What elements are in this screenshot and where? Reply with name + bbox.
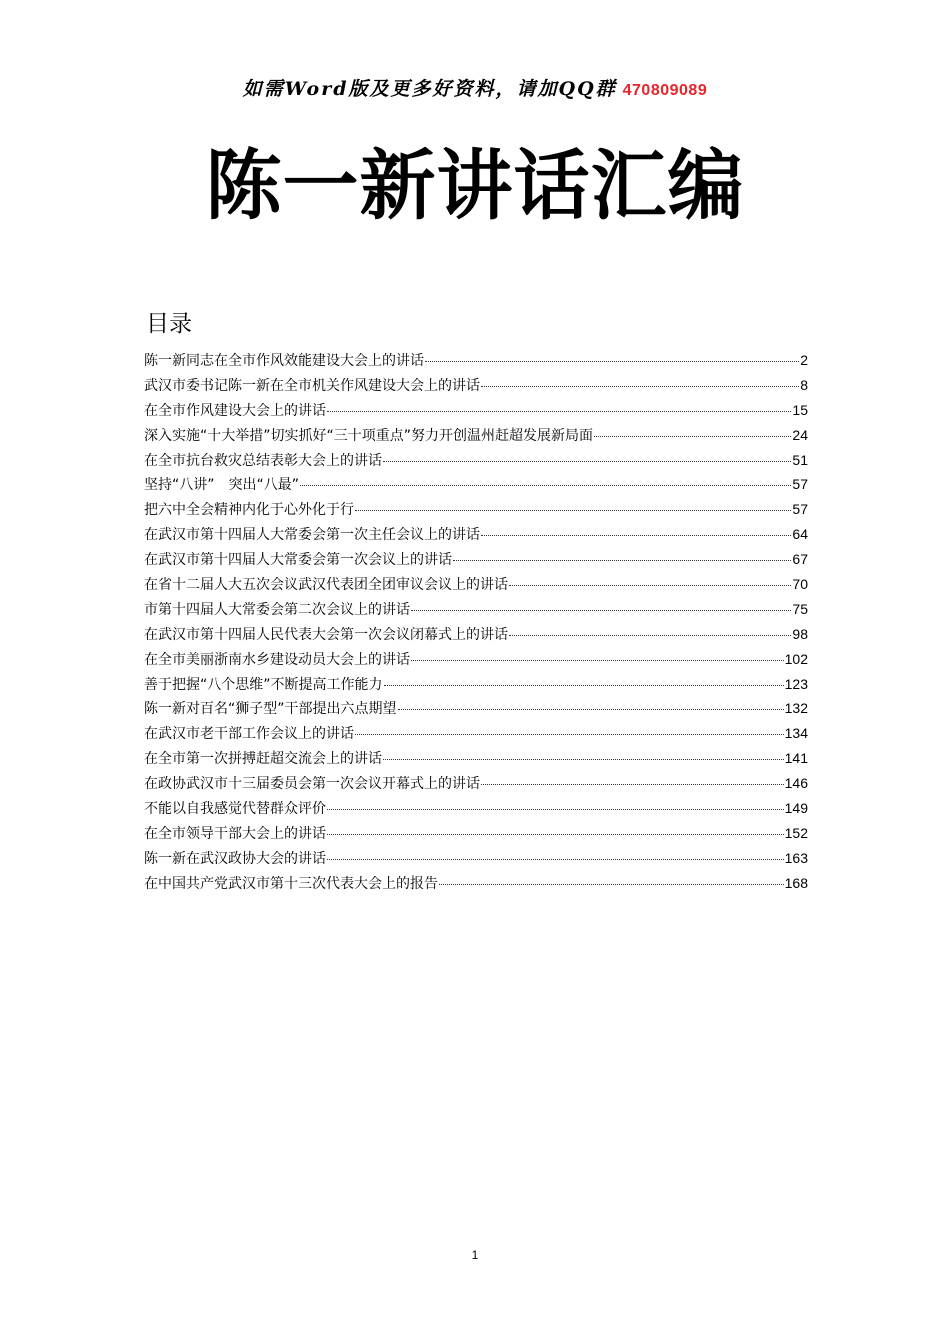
toc-dot-leader [439,882,784,885]
toc-entry-page[interactable]: 123 [784,675,808,692]
toc-entry[interactable] [144,721,808,746]
toc-dot-leader [425,359,799,362]
page-number: 1 [471,1248,479,1262]
toc-entry[interactable] [144,348,808,373]
toc-entry-title[interactable]: 市第十四届人大常委会第二次会议上的讲话 [144,601,410,618]
toc-dot-leader [327,807,784,810]
toc-dot-leader [355,732,784,735]
toc-entry[interactable] [144,771,808,796]
toc-entry-page[interactable]: 98 [792,625,808,642]
toc-entry-title[interactable]: 在中国共产党武汉市第十三次代表大会上的报告 [144,875,438,892]
toc-dot-leader [384,683,784,686]
toc-entry-title[interactable]: 在武汉市第十四届人大常委会第一次主任会议上的讲话 [144,527,480,544]
promo-text: 如需Word版及更多好资料，请加QQ群 [242,78,617,100]
toc-entry-page[interactable]: 57 [792,476,808,493]
toc-dot-leader [327,857,784,860]
toc-dot-leader [411,608,791,611]
toc-dot-leader [327,409,791,412]
toc-entry-title[interactable]: 武汉市委书记陈一新在全市机关作风建设大会上的讲话 [144,377,480,394]
toc-dot-leader [509,583,791,586]
document-title: 陈一新讲话汇编 [205,141,745,230]
toc-entry[interactable] [144,448,808,473]
toc-entry-page[interactable]: 8 [800,376,808,393]
toc-entry[interactable] [144,522,808,547]
toc-entry-title[interactable]: 陈一新在武汉政协大会的讲话 [144,850,326,867]
toc-heading: 目录 [146,311,192,337]
toc-entry-page[interactable]: 141 [784,750,808,767]
toc-entry-title[interactable]: 在武汉市老干部工作会议上的讲话 [144,726,354,743]
toc-dot-leader [481,533,791,536]
toc-entry-title[interactable]: 在全市第一次拼搏赶超交流会上的讲话 [144,751,382,768]
toc-entry-title[interactable]: 在武汉市第十四届人大常委会第一次会议上的讲话 [144,552,452,569]
toc-entry[interactable] [144,696,808,721]
toc-dot-leader [509,633,791,636]
toc-dot-leader [398,707,784,710]
toc-entry-title[interactable]: 善于把握“八个思维”不断提高工作能力 [144,676,383,693]
toc-entry[interactable] [144,497,808,522]
toc-entry-page[interactable]: 64 [792,526,808,543]
toc-entry-title[interactable]: 在全市作风建设大会上的讲话 [144,402,326,419]
toc-entry-page[interactable]: 134 [784,725,808,742]
toc-entry-title[interactable]: 在政协武汉市十三届委员会第一次会议开幕式上的讲话 [144,776,480,793]
toc-entry-title[interactable]: 把六中全会精神内化于心外化于行 [144,502,354,519]
toc-dot-leader [594,434,791,437]
toc-entry[interactable] [144,821,808,846]
toc-entry-title[interactable]: 不能以自我感觉代替群众评价 [144,801,326,818]
toc-entry-page[interactable]: 132 [784,700,808,717]
toc-entry-title[interactable]: 坚持“八讲” 突出“八最” [144,477,300,494]
toc-entry[interactable] [144,373,808,398]
toc-entry[interactable] [144,746,808,771]
toc-entry[interactable] [144,547,808,572]
toc-entry[interactable] [144,622,808,647]
toc-entry-title[interactable]: 在全市美丽浙南水乡建设动员大会上的讲话 [144,651,410,668]
toc-entry-page[interactable]: 146 [784,775,808,792]
toc-entry-page[interactable]: 168 [784,874,808,891]
toc-entry-page[interactable]: 70 [792,576,808,593]
toc-entry[interactable] [144,796,808,821]
toc-entry-title[interactable]: 陈一新同志在全市作风效能建设大会上的讲话 [144,353,424,369]
toc-entry-page[interactable]: 67 [792,551,808,568]
toc-entry-title[interactable]: 在全市领导干部大会上的讲话 [144,825,326,842]
toc-entry[interactable] [144,597,808,622]
toc-entry[interactable] [144,672,808,697]
table-of-contents [144,348,808,896]
toc-dot-leader [411,658,784,661]
toc-entry-page[interactable]: 2 [800,352,808,368]
toc-entry-page[interactable]: 51 [792,451,808,468]
toc-dot-leader [481,782,784,785]
toc-entry[interactable] [144,647,808,672]
toc-entry[interactable] [144,472,808,497]
toc-entry[interactable] [144,846,808,871]
toc-dot-leader [355,508,791,511]
toc-entry-title[interactable]: 陈一新对百名“狮子型”干部提出六点期望 [144,701,397,718]
toc-entry-title[interactable]: 在武汉市第十四届人民代表大会第一次会议闭幕式上的讲话 [144,626,508,643]
toc-dot-leader [383,757,784,760]
toc-dot-leader [327,832,784,835]
toc-entry-page[interactable]: 163 [784,849,808,866]
toc-entry-page[interactable]: 75 [792,600,808,617]
toc-entry[interactable] [144,572,808,597]
promo-header [0,76,950,104]
toc-dot-leader [481,384,799,387]
qq-group-number: 470809089 [622,82,708,99]
toc-entry-page[interactable]: 57 [792,501,808,518]
toc-entry-title[interactable]: 在全市抗台救灾总结表彰大会上的讲话 [144,452,382,469]
toc-entry[interactable] [144,871,808,896]
toc-entry-page[interactable]: 24 [792,426,808,443]
toc-dot-leader [300,483,791,486]
toc-entry-title[interactable]: 深入实施“十大举措”切实抓好“三十项重点”努力开创温州赶超发展新局面 [144,427,594,444]
toc-dot-leader [453,558,791,561]
toc-entry-page[interactable]: 102 [784,650,808,667]
toc-entry[interactable] [144,398,808,423]
toc-entry[interactable] [144,423,808,448]
toc-entry-page[interactable]: 149 [784,800,808,817]
toc-entry-title[interactable]: 在省十二届人大五次会议武汉代表团全团审议会议上的讲话 [144,577,508,594]
toc-dot-leader [383,459,791,462]
toc-entry-page[interactable]: 152 [784,824,808,841]
toc-entry-page[interactable]: 15 [792,401,808,418]
